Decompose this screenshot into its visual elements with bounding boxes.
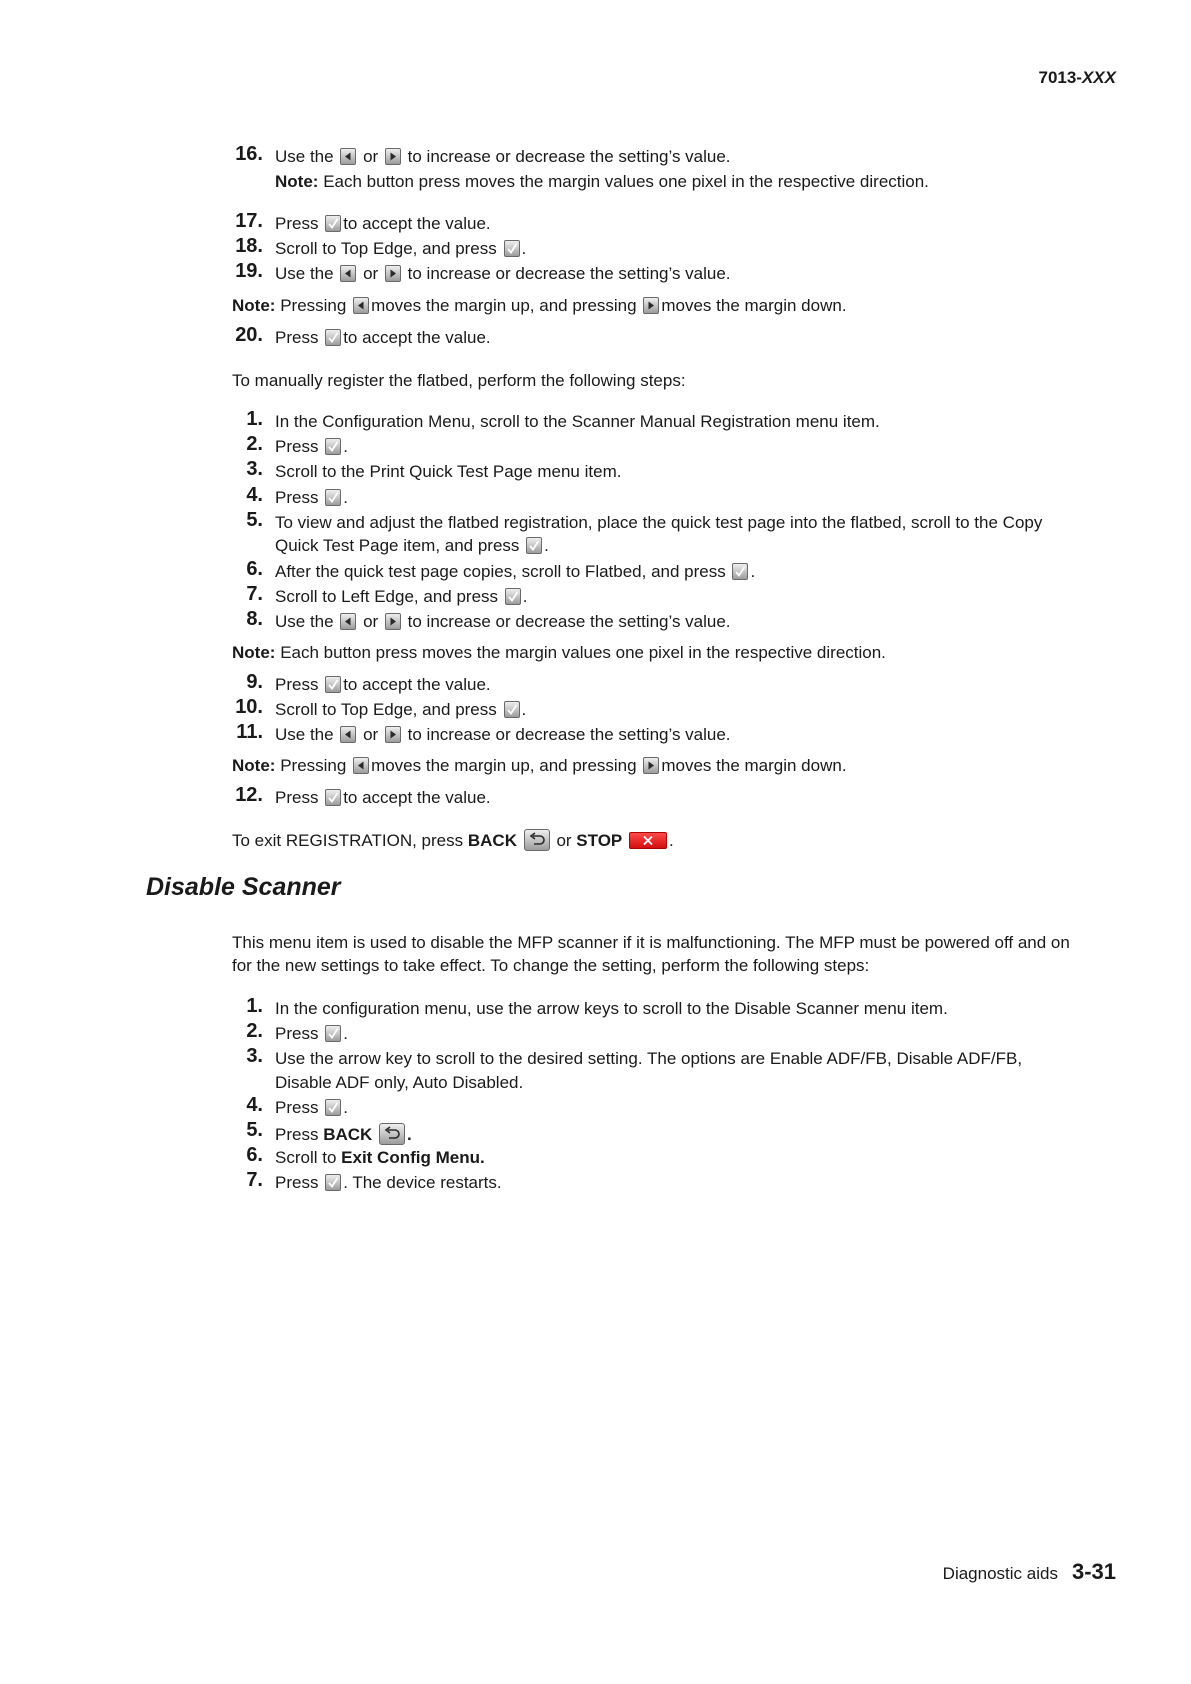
left-arrow-icon [340,726,356,743]
manual-step-6: 6. After the quick test page copies, scroll to Flatbed, and press . [246,558,756,581]
right-arrow-icon [643,297,659,314]
select-check-icon [325,329,341,346]
right-arrow-icon [385,613,401,630]
manual-step-10: 10. Scroll to Top Edge, and press . [235,696,527,719]
disable-step-3-cont: Disable ADF only, Auto Disabled. [275,1073,524,1092]
disable-step-3: 3. Use the arrow key to scroll to the desired setting. The options are Enable ADF/FB, Disable ADF/FB, [246,1045,1023,1068]
note-19: Note: Pressing moves the margin up, and pressing moves the margin down. [232,296,847,315]
disable-step-5: 5. Press BACK . [246,1119,412,1144]
select-check-icon [325,676,341,693]
stop-icon [629,832,667,849]
right-arrow-icon [385,726,401,743]
select-check-icon [526,537,542,554]
disable-intro-1: This menu item is used to disable the MFP scanner if it is malfunctioning. The MFP must be powered off and on [232,933,1070,952]
disable-step-1: 1. In the configuration menu, use the arrow keys to scroll to the Disable Scanner menu item. [246,995,948,1018]
exit-instruction: To exit REGISTRATION, press BACK or STOP . [232,831,674,850]
manual-step-4: 4. Press . [246,484,348,507]
back-icon [524,829,550,851]
select-check-icon [325,215,341,232]
select-check-icon [732,563,748,580]
select-check-icon [325,1099,341,1116]
manual-step-5: 5. To view and adjust the flatbed registration, place the quick test page into the flatbed, scroll to the Copy [246,509,1043,532]
page-header-model: 7013-XXX [1038,68,1116,87]
select-check-icon [505,588,521,605]
select-check-icon [325,489,341,506]
step-16: 16. Use the or to increase or decrease the setting’s value. [235,143,731,166]
left-arrow-icon [340,265,356,282]
left-arrow-icon [340,613,356,630]
manual-intro: To manually register the flatbed, perform the following steps: [232,371,686,390]
step-20: 20. Press to accept the value. [235,324,491,347]
manual-step-11: 11. Use the or to increase or decrease the setting’s value. [236,721,731,744]
select-check-icon [325,1025,341,1042]
select-check-icon [325,438,341,455]
manual-step-3: 3. Scroll to the Print Quick Test Page menu item. [246,458,622,481]
disable-step-7: 7. Press . The device restarts. [246,1169,502,1192]
section-title: Disable Scanner [146,873,341,901]
manual-step-7: 7. Scroll to Left Edge, and press . [246,583,528,606]
page-number: 3-31 [1071,1559,1116,1584]
select-check-icon [325,1174,341,1191]
right-arrow-icon [385,265,401,282]
select-check-icon [504,240,520,257]
disable-step-6: 6. Scroll to Exit Config Menu. [246,1144,485,1167]
right-arrow-icon [643,757,659,774]
page-footer: Diagnostic aids 3-31 [942,1559,1116,1584]
manual-step-12: 12. Press to accept the value. [235,784,491,807]
disable-intro-2: for the new settings to take effect. To change the setting, perform the following steps: [232,956,870,975]
step-number: 16. [235,143,263,165]
manual-step-8: 8. Use the or to increase or decrease the setting’s value. [246,608,731,631]
left-arrow-icon [353,297,369,314]
select-check-icon [325,789,341,806]
back-icon [379,1123,405,1145]
left-arrow-icon [353,757,369,774]
note-11: Note: Pressing moves the margin up, and pressing moves the margin down. [232,756,847,775]
manual-step-1: 1. In the Configuration Menu, scroll to the Scanner Manual Registration menu item. [246,408,880,431]
select-check-icon [504,701,520,718]
disable-step-4: 4. Press . [246,1094,348,1117]
manual-step-2: 2. Press . [246,433,348,456]
step-19: 19. Use the or to increase or decrease the setting’s value. [235,260,731,283]
disable-step-2: 2. Press . [246,1020,348,1043]
manual-step-9: 9. Press to accept the value. [246,671,491,694]
note-8: Note: Each button press moves the margin values one pixel in the respective direction. [232,643,886,662]
note-16: Note: Each button press moves the margin values one pixel in the respective direction. [275,172,929,191]
step-17: 17. Press to accept the value. [235,210,491,233]
manual-step-5-cont: Quick Test Page item, and press . [275,536,549,555]
step-18: 18. Scroll to Top Edge, and press . [235,235,527,258]
left-arrow-icon [340,148,356,165]
right-arrow-icon [385,148,401,165]
